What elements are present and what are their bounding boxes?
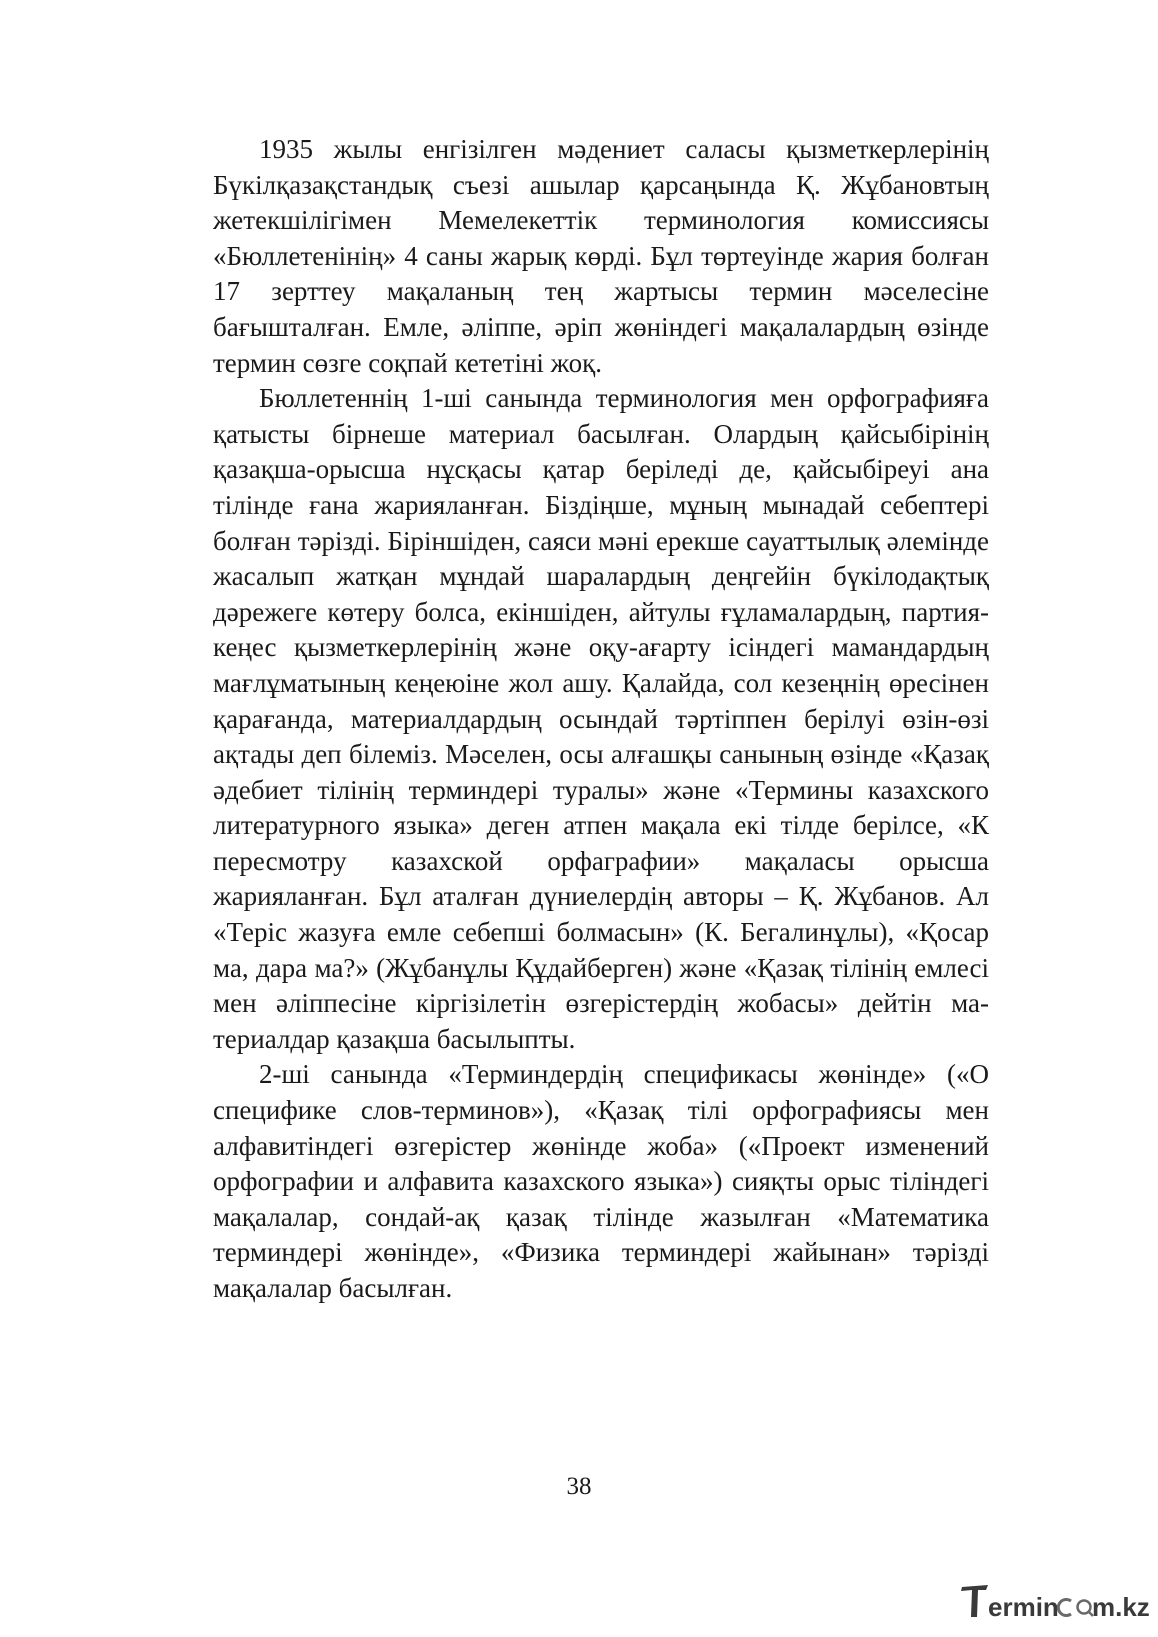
site-watermark-logo (958, 1577, 1150, 1623)
svg-text:m.kz: m.kz (1092, 1592, 1150, 1622)
paragraph-2: Бюллетеннің 1-ші санында терминология мен орфографияға қатысты бірнеше материал басылған. Олардың қайсыбірінің қазақша-орысша нұсқасы қатар беріледі де, қайсыбіреуі ана тілінде ғана жарияланған. Біздіңше, мұның мынадай себептері болған тәрізді. Біріншіден, саяси мәні ерекше сауаттылық әлемінде жасалып жатқан мұндай шаралардың деңгейін бүкілодақтық дәрежеге көтеру болса, екіншіден, айтулы ғұламалардың, партия-кеңес қызметкерлерінің және оқу-ағарту ісіндегі мамандардың мағлұматының кеңеюіне жол ашу. Қалайда, сол кезеңнің өресінен қарағанда, материалдардың осындай тәртіппен берілуі өзін-өзі ақтады деп білеміз. Мәселен, осы алғашқы санының өзінде «Қазақ әдебиет тілінің терминдері туралы» және «Термины казахского литературного языка» деген атпен мақала екі тілде берілсе, «К пересмотру казахской орфаграфии» мақаласы орысша жарияланған. Бұл аталған дүниелердің авторы – Қ. Жұбанов. Ал «Теріс жазуға емле себепші болмасын» (К. Бегалинұлы), «Қосар ма, дара ма?» (Жұбанұлы Құдайберген) және «Қазақ тілінің емлесі мен әліппесіне кіргізілетін өзгерістердің жобасы» дейтін материалдар қазақша басылыпты. (213, 383, 989, 1054)
body-text (213, 132, 989, 1307)
paragraph-3: 2-ші санында «Терминдердің спецификасы жөнінде» («О специфике слов-терминов»), «Қазақ тілі орфографиясы мен алфавитіндегі өзгерістер жөнінде жоба» («Проект изменений орфографии и алфавита казахского языка») сияқты орыс тіліндегі мақалалар, сондай-ақ қазақ тілінде жазылған «Математика терминдері жөнінде», «Физика терминдері жайынан» тәрізді мақалалар басылған. (213, 1059, 989, 1303)
watermark-logo-icon (958, 1579, 1150, 1623)
paragraph-1: 1935 жылы енгізілген мәдениет саласы қызметкерлерінің Бүкілқазақстандық съезі ашылар қарсаңында Қ. Жұбановтың жетекшілігімен Мемелекеттік терминология комиссиясы «Бюллетенінің» 4 саны жарық көрді. Бұл төртеуінде жария болған 17 зерттеу мақаланың тең жартысы термин мәселесіне бағышталған. Емле, әліппе, әріп жөніндегі мақалалардың өзінде термин сөзге соқпай кететіні жоқ. (213, 134, 989, 378)
svg-text:ermin: ermin (988, 1592, 1059, 1622)
page-number: 38 (566, 1473, 592, 1500)
